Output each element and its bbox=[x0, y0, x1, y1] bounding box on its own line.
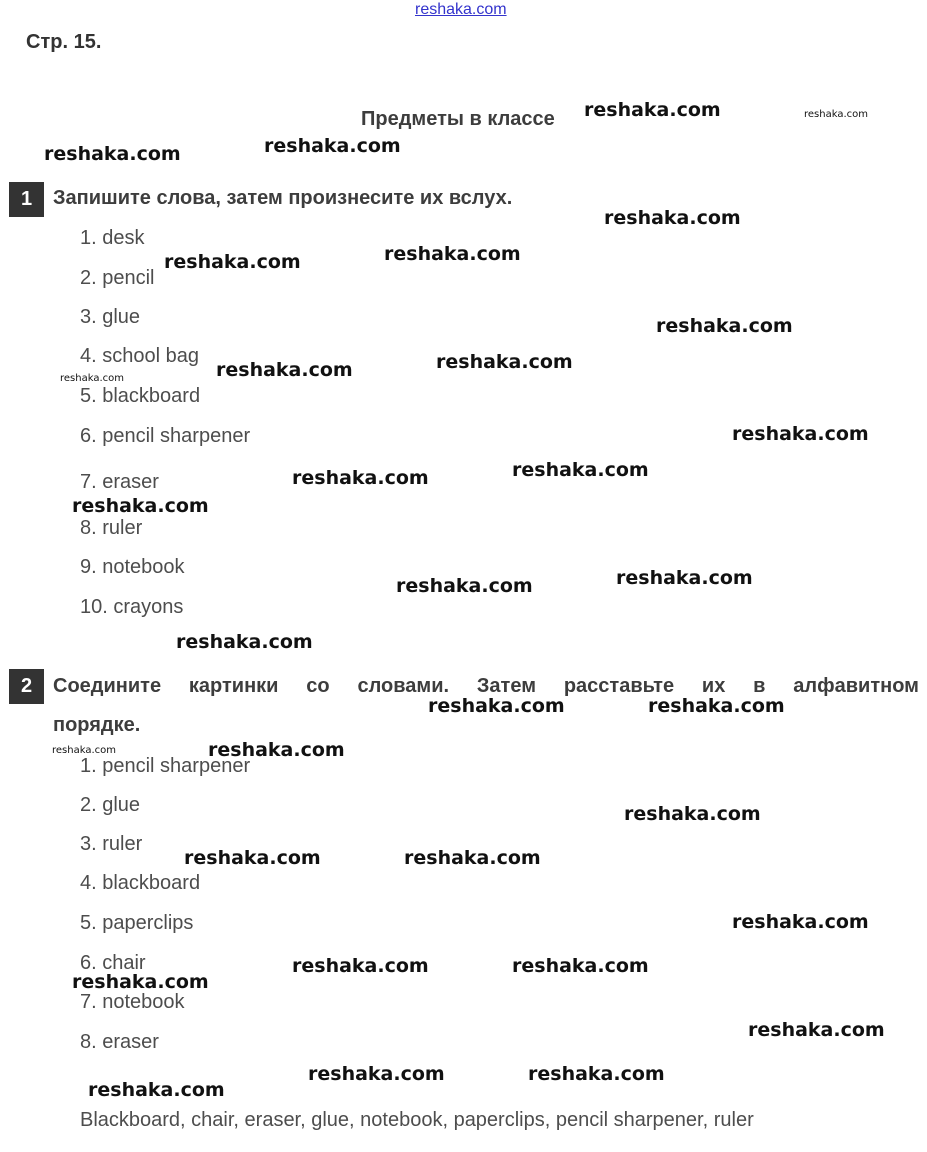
instruction-word: Соедините bbox=[53, 675, 162, 697]
watermark: reshaka.com bbox=[648, 695, 785, 717]
watermark: reshaka.com bbox=[72, 495, 209, 517]
watermark: reshaka.com bbox=[52, 745, 116, 756]
list-item: 1. desk bbox=[80, 227, 145, 249]
watermark: reshaka.com bbox=[732, 911, 869, 933]
watermark: reshaka.com bbox=[748, 1019, 885, 1041]
watermark: reshaka.com bbox=[528, 1063, 665, 1085]
list-item: 2. glue bbox=[80, 794, 141, 816]
page-label: Стр. 15. bbox=[26, 31, 102, 53]
watermark: reshaka.com bbox=[44, 143, 181, 165]
list-item: 5. blackboard bbox=[80, 385, 201, 407]
list-item: 7. eraser bbox=[80, 471, 159, 493]
exercise-number-badge: 2 bbox=[9, 669, 44, 704]
watermark: reshaka.com bbox=[584, 99, 721, 121]
list-item: 9. notebook bbox=[80, 556, 185, 578]
instruction-word: алфавитном bbox=[793, 675, 919, 697]
watermark: reshaka.com bbox=[216, 359, 353, 381]
list-item: 5. paperclips bbox=[80, 912, 194, 934]
list-item: 8. ruler bbox=[80, 517, 143, 539]
watermark: reshaka.com bbox=[308, 1063, 445, 1085]
list-item: 4. school bag bbox=[80, 345, 199, 367]
list-item: 4. blackboard bbox=[80, 872, 201, 894]
exercise-number-badge: 1 bbox=[9, 182, 44, 217]
watermark: reshaka.com bbox=[164, 251, 301, 273]
list-item: 6. pencil sharpener bbox=[80, 425, 251, 447]
watermark: reshaka.com bbox=[264, 135, 401, 157]
watermark: reshaka.com bbox=[616, 567, 753, 589]
watermark: reshaka.com bbox=[292, 467, 429, 489]
watermark: reshaka.com bbox=[436, 351, 573, 373]
watermark: reshaka.com bbox=[604, 207, 741, 229]
answer-line: Blackboard, chair, eraser, glue, notebook, paperclips, pencil sharpener, ruler bbox=[80, 1109, 754, 1131]
watermark: reshaka.com bbox=[208, 739, 345, 761]
watermark: reshaka.com bbox=[404, 847, 541, 869]
instruction-word: картинки bbox=[188, 675, 279, 697]
watermark: reshaka.com bbox=[624, 803, 761, 825]
watermark: reshaka.com bbox=[292, 955, 429, 977]
watermark: reshaka.com bbox=[184, 847, 321, 869]
instruction-word: словами. bbox=[357, 675, 450, 697]
exercise-instruction-continued: порядке. bbox=[53, 714, 141, 736]
site-link[interactable]: reshaka.com bbox=[415, 1, 507, 18]
exercise-instruction: Запишите слова, затем произнесите их вслух. bbox=[53, 187, 513, 209]
watermark: reshaka.com bbox=[60, 373, 124, 384]
watermark: reshaka.com bbox=[512, 955, 649, 977]
watermark: reshaka.com bbox=[656, 315, 793, 337]
list-item: 8. eraser bbox=[80, 1031, 159, 1053]
watermark: reshaka.com bbox=[732, 423, 869, 445]
list-item: 10. crayons bbox=[80, 596, 184, 618]
topic-title: Предметы в классе bbox=[361, 108, 555, 130]
watermark: reshaka.com bbox=[804, 109, 868, 120]
list-item: 3. glue bbox=[80, 306, 141, 328]
list-item: 2. pencil bbox=[80, 267, 155, 289]
watermark: reshaka.com bbox=[428, 695, 565, 717]
watermark: reshaka.com bbox=[512, 459, 649, 481]
list-item: 3. ruler bbox=[80, 833, 143, 855]
watermark: reshaka.com bbox=[384, 243, 521, 265]
watermark: reshaka.com bbox=[72, 971, 209, 993]
instruction-word: в bbox=[753, 675, 766, 697]
list-item: 7. notebook bbox=[80, 991, 185, 1013]
instruction-word: их bbox=[701, 675, 726, 697]
watermark: reshaka.com bbox=[88, 1079, 225, 1101]
instruction-word: расставьте bbox=[563, 675, 675, 697]
list-item: 6. chair bbox=[80, 952, 146, 974]
watermark: reshaka.com bbox=[176, 631, 313, 653]
instruction-word: со bbox=[306, 675, 330, 697]
list-item: 1. pencil sharpener bbox=[80, 755, 251, 777]
instruction-word: Затем bbox=[476, 675, 536, 697]
watermark: reshaka.com bbox=[396, 575, 533, 597]
